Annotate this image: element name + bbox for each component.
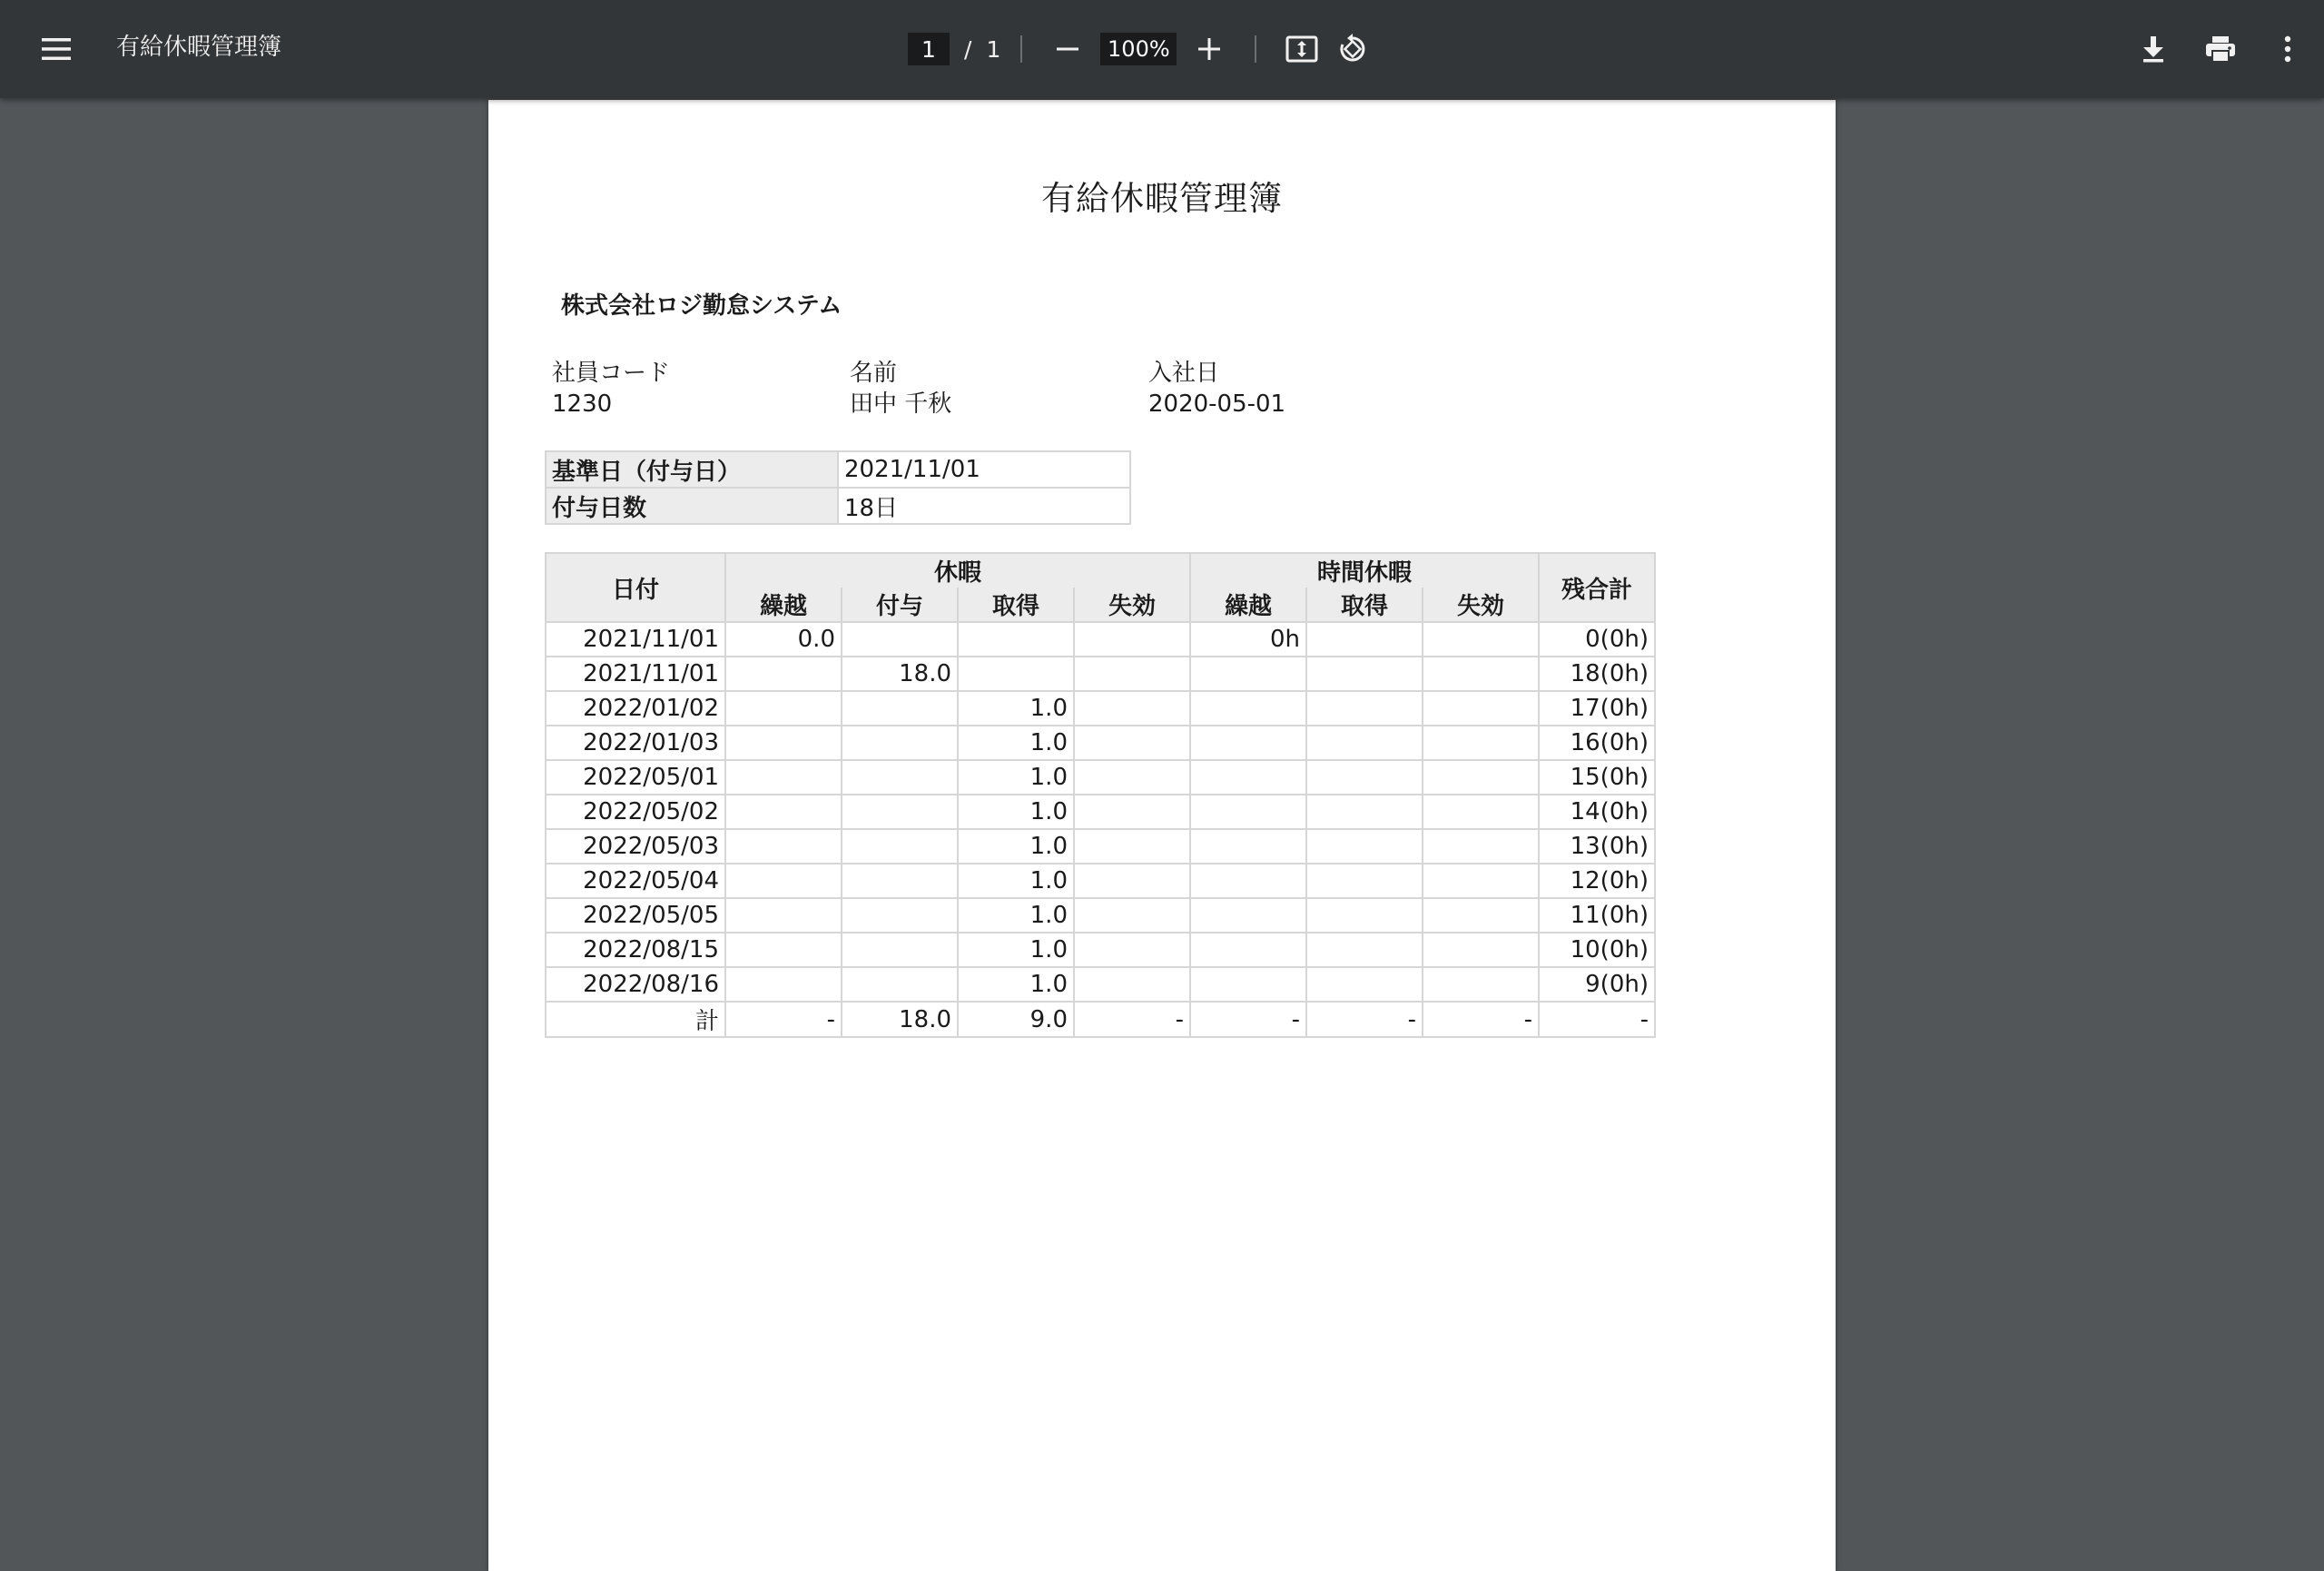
cell-taken: [958, 657, 1074, 691]
cell-expired: [1074, 622, 1190, 657]
table-row: [546, 967, 1655, 1002]
cell-date: 2022/05/03: [546, 829, 725, 864]
cell-hourly-expired: [1423, 760, 1539, 795]
cell-hourly-carryover: [1190, 898, 1306, 933]
cell-grant: [842, 726, 958, 760]
rotate-icon: [1337, 34, 1368, 64]
cell-hourly-carryover: [1190, 726, 1306, 760]
document-title: 有給休暇管理簿: [116, 34, 282, 61]
cell-remaining: 15(0h): [1539, 760, 1655, 795]
cell-hourly-carryover: [1190, 829, 1306, 864]
cell-hourly-expired: [1423, 829, 1539, 864]
cell-date: 2022/05/05: [546, 898, 725, 933]
cell-hourly-carryover: [1190, 967, 1306, 1002]
cell-expired: [1074, 829, 1190, 864]
cell-hourly-taken: [1306, 933, 1423, 967]
leave-ledger-table: [545, 552, 1656, 1038]
cell-hourly-expired: [1423, 726, 1539, 760]
cell-hourly-expired: [1423, 898, 1539, 933]
cell-expired: [1074, 864, 1190, 898]
grant-days-row: [546, 488, 1130, 524]
cell-carryover: [725, 864, 842, 898]
cell-remaining: 12(0h): [1539, 864, 1655, 898]
total-hourly-taken: -: [1306, 1002, 1423, 1037]
table-row: [546, 691, 1655, 726]
page-zoom-controls: [908, 24, 1378, 74]
cell-remaining: 17(0h): [1539, 691, 1655, 726]
cell-hourly-taken: [1306, 691, 1423, 726]
cell-remaining: 16(0h): [1539, 726, 1655, 760]
cell-taken: 1.0: [958, 691, 1074, 726]
cell-remaining: 18(0h): [1539, 657, 1655, 691]
cell-grant: [842, 691, 958, 726]
cell-hourly-carryover: 0h: [1190, 622, 1306, 657]
cell-hourly-carryover: [1190, 795, 1306, 829]
more-options-button[interactable]: [2262, 24, 2313, 74]
cell-taken: 1.0: [958, 967, 1074, 1002]
cell-carryover: [725, 726, 842, 760]
page-title: 有給休暇管理簿: [1041, 179, 1283, 218]
table-row: [546, 795, 1655, 829]
cell-grant: [842, 795, 958, 829]
employee-name-block: [850, 358, 951, 420]
cell-carryover: [725, 898, 842, 933]
company-name: 株式会社ロジ勤怠システム: [561, 292, 842, 320]
cell-hourly-taken: [1306, 967, 1423, 1002]
rotate-button[interactable]: [1327, 24, 1378, 74]
page-total: 1: [986, 35, 1001, 63]
cell-carryover: [725, 657, 842, 691]
header-vacation-group: 休暇: [725, 553, 1190, 588]
cell-hourly-carryover: [1190, 933, 1306, 967]
cell-taken: [958, 622, 1074, 657]
total-hourly-expired: -: [1423, 1002, 1539, 1037]
cell-hourly-carryover: [1190, 691, 1306, 726]
cell-carryover: [725, 795, 842, 829]
cell-grant: [842, 622, 958, 657]
cell-date: 2022/01/02: [546, 691, 725, 726]
header-carryover: 繰越: [725, 588, 842, 622]
cell-carryover: [725, 760, 842, 795]
cell-hourly-carryover: [1190, 864, 1306, 898]
cell-date: 2022/01/03: [546, 726, 725, 760]
basis-date-row: [546, 451, 1130, 488]
cell-hourly-carryover: [1190, 760, 1306, 795]
grant-basis-table: [545, 450, 1131, 525]
total-taken: 9.0: [958, 1002, 1074, 1037]
cell-hourly-taken: [1306, 864, 1423, 898]
toolbar-divider: [1020, 35, 1022, 63]
header-hourly-taken: 取得: [1306, 588, 1423, 622]
fit-page-icon: [1285, 35, 1318, 63]
total-grant: 18.0: [842, 1002, 958, 1037]
cell-hourly-taken: [1306, 657, 1423, 691]
cell-taken: 1.0: [958, 760, 1074, 795]
table-row: [546, 622, 1655, 657]
cell-grant: [842, 760, 958, 795]
cell-date: 2021/11/01: [546, 622, 725, 657]
cell-carryover: 0.0: [725, 622, 842, 657]
cell-hourly-expired: [1423, 795, 1539, 829]
cell-expired: [1074, 726, 1190, 760]
cell-taken: 1.0: [958, 898, 1074, 933]
hire-date-value: 2020-05-01: [1148, 390, 1286, 418]
header-date: 日付: [546, 553, 725, 622]
cell-taken: 1.0: [958, 933, 1074, 967]
cell-date: 2022/05/04: [546, 864, 725, 898]
total-carryover: -: [725, 1002, 842, 1037]
cell-remaining: 0(0h): [1539, 622, 1655, 657]
cell-expired: [1074, 933, 1190, 967]
pdf-page: [488, 100, 1836, 1571]
cell-carryover: [725, 933, 842, 967]
page-separator: /: [964, 35, 972, 63]
header-hourly-group: 時間休暇: [1190, 553, 1539, 588]
cell-date: 2022/08/15: [546, 933, 725, 967]
cell-remaining: 14(0h): [1539, 795, 1655, 829]
toolbar-actions: [2128, 24, 2313, 74]
header-remaining: 残合計: [1539, 553, 1655, 622]
page-number-input[interactable]: [908, 33, 950, 65]
header-grant: 付与: [842, 588, 958, 622]
ledger-body: [546, 622, 1655, 1037]
header-hourly-carryover: 繰越: [1190, 588, 1306, 622]
table-row: [546, 933, 1655, 967]
zoom-in-icon: [1197, 37, 1221, 61]
menu-button[interactable]: [31, 25, 82, 73]
table-row: [546, 657, 1655, 691]
cell-taken: 1.0: [958, 726, 1074, 760]
cell-expired: [1074, 691, 1190, 726]
cell-expired: [1074, 795, 1190, 829]
toolbar-divider: [1255, 35, 1256, 63]
cell-hourly-expired: [1423, 967, 1539, 1002]
employee-code-value: 1230: [552, 390, 613, 418]
cell-expired: [1074, 657, 1190, 691]
cell-taken: 1.0: [958, 864, 1074, 898]
total-remaining: -: [1539, 1002, 1655, 1037]
zoom-out-icon: [1056, 37, 1079, 61]
download-icon: [2141, 35, 2166, 63]
cell-hourly-taken: [1306, 795, 1423, 829]
cell-hourly-expired: [1423, 622, 1539, 657]
cell-hourly-carryover: [1190, 657, 1306, 691]
cell-hourly-taken: [1306, 726, 1423, 760]
employee-code-label: 社員コード: [552, 360, 671, 387]
hire-date-label: 入社日: [1148, 360, 1220, 387]
cell-hourly-expired: [1423, 691, 1539, 726]
cell-taken: 1.0: [958, 829, 1074, 864]
cell-expired: [1074, 967, 1190, 1002]
cell-hourly-expired: [1423, 657, 1539, 691]
menu-icon: [42, 37, 71, 61]
cell-hourly-taken: [1306, 829, 1423, 864]
cell-expired: [1074, 898, 1190, 933]
header-hourly-expired: 失効: [1423, 588, 1539, 622]
download-button[interactable]: [2128, 24, 2179, 74]
more-vert-icon: [2283, 35, 2292, 63]
zoom-out-button[interactable]: [1042, 24, 1093, 74]
cell-grant: [842, 898, 958, 933]
print-icon: [2205, 35, 2236, 63]
cell-remaining: 11(0h): [1539, 898, 1655, 933]
employee-code-block: [552, 358, 670, 420]
cell-taken: 1.0: [958, 795, 1074, 829]
cell-hourly-taken: [1306, 622, 1423, 657]
cell-date: 2022/05/01: [546, 760, 725, 795]
table-row: [546, 864, 1655, 898]
fit-page-button[interactable]: [1276, 24, 1327, 74]
header-expired: 失効: [1074, 588, 1190, 622]
ledger-header-row: [546, 553, 1655, 588]
cell-hourly-expired: [1423, 864, 1539, 898]
cell-grant: [842, 864, 958, 898]
cell-date: 2022/08/16: [546, 967, 725, 1002]
cell-grant: 18.0: [842, 657, 958, 691]
table-row: [546, 726, 1655, 760]
header-taken: 取得: [958, 588, 1074, 622]
cell-remaining: 13(0h): [1539, 829, 1655, 864]
cell-carryover: [725, 691, 842, 726]
cell-remaining: 10(0h): [1539, 933, 1655, 967]
cell-carryover: [725, 829, 842, 864]
cell-expired: [1074, 760, 1190, 795]
basis-date-label: 基準日（付与日）: [546, 451, 838, 488]
cell-hourly-taken: [1306, 760, 1423, 795]
cell-remaining: 9(0h): [1539, 967, 1655, 1002]
cell-carryover: [725, 967, 842, 1002]
grant-days-value: 18日: [838, 488, 1130, 524]
total-date: 計: [546, 1002, 725, 1037]
basis-date-value: 2021/11/01: [838, 451, 1130, 488]
cell-hourly-taken: [1306, 898, 1423, 933]
total-expired: -: [1074, 1002, 1190, 1037]
cell-grant: [842, 933, 958, 967]
zoom-input[interactable]: [1100, 33, 1177, 65]
zoom-in-button[interactable]: [1184, 24, 1235, 74]
cell-date: 2022/05/02: [546, 795, 725, 829]
table-row: [546, 760, 1655, 795]
pdf-toolbar: [0, 0, 2324, 98]
print-button[interactable]: [2195, 24, 2246, 74]
cell-grant: [842, 829, 958, 864]
cell-hourly-expired: [1423, 933, 1539, 967]
table-row: [546, 898, 1655, 933]
table-row: [546, 829, 1655, 864]
cell-date: 2021/11/01: [546, 657, 725, 691]
total-hourly-carryover: -: [1190, 1002, 1306, 1037]
hire-date-block: [1148, 358, 1285, 420]
cell-grant: [842, 967, 958, 1002]
grant-days-label: 付与日数: [546, 488, 838, 524]
total-row: [546, 1002, 1655, 1037]
employee-name-label: 名前: [850, 360, 898, 387]
employee-name-value: 田中 千秋: [850, 390, 952, 418]
